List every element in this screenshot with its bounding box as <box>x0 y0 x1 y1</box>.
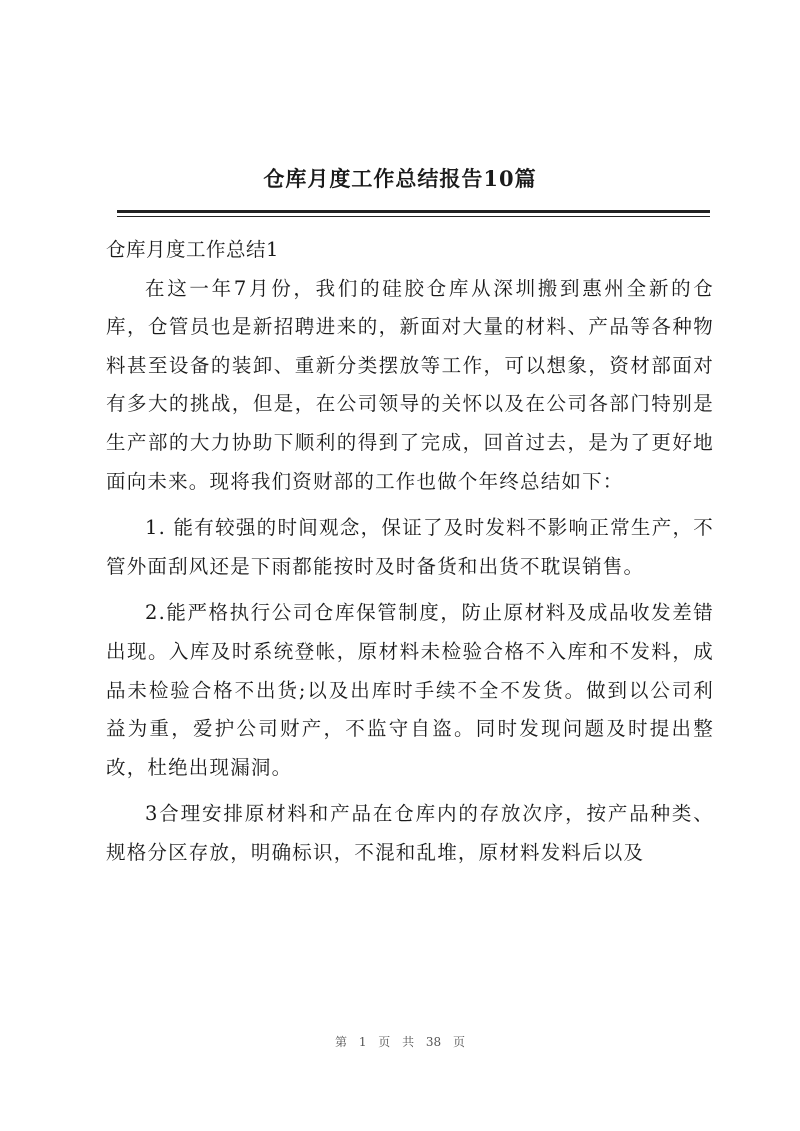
paragraph-intro: 在这一年7月份，我们的硅胶仓库从深圳搬到惠州全新的仓库，仓管员也是新招聘进来的，新面对大量的材料、产品等各种物料甚至设备的装卸、重新分类摆放等工作，可以想象，资材部面对有多大的挑战，但是，在公司领导的关怀以及在公司各部门特别是生产部的大力协助下顺利的得到了完成，回首过去，是为了更好地面向未来。现将我们资财部的工作也做个年终总结如下： <box>106 276 714 493</box>
paragraph-item-1: 1. 能有较强的时间观念，保证了及时发料不影响正常生产，不管外面刮风还是下雨都能按时及时备货和出货不耽误销售。 <box>106 516 714 578</box>
title-divider-thin <box>117 216 710 217</box>
paragraph-item-3: 3合理安排原材料和产品在仓库内的存放次序，按产品种类、规格分区存放，明确标识，不混和乱堆，原材料发料后以及 <box>106 802 714 864</box>
document-title: 仓库月度工作总结报告10篇 <box>263 166 537 191</box>
paragraph-item-2: 2.能严格执行公司仓库保管制度，防止原材料及成品收发差错出现。入库及时系统登帐，原材料未检验合格不入库和不发料，成品未检验合格不出货;以及出库时手续不全不发货。做到以公司利益为重，爱护公司财产，不监守自盗。同时发现问题及时提出整改，杜绝出现漏洞。 <box>106 601 714 779</box>
document-body <box>106 231 714 881</box>
title-divider-thick <box>117 210 710 213</box>
page-footer: 第 1 页 共 38 页 <box>335 1035 465 1049</box>
section-heading: 仓库月度工作总结1 <box>106 238 279 261</box>
